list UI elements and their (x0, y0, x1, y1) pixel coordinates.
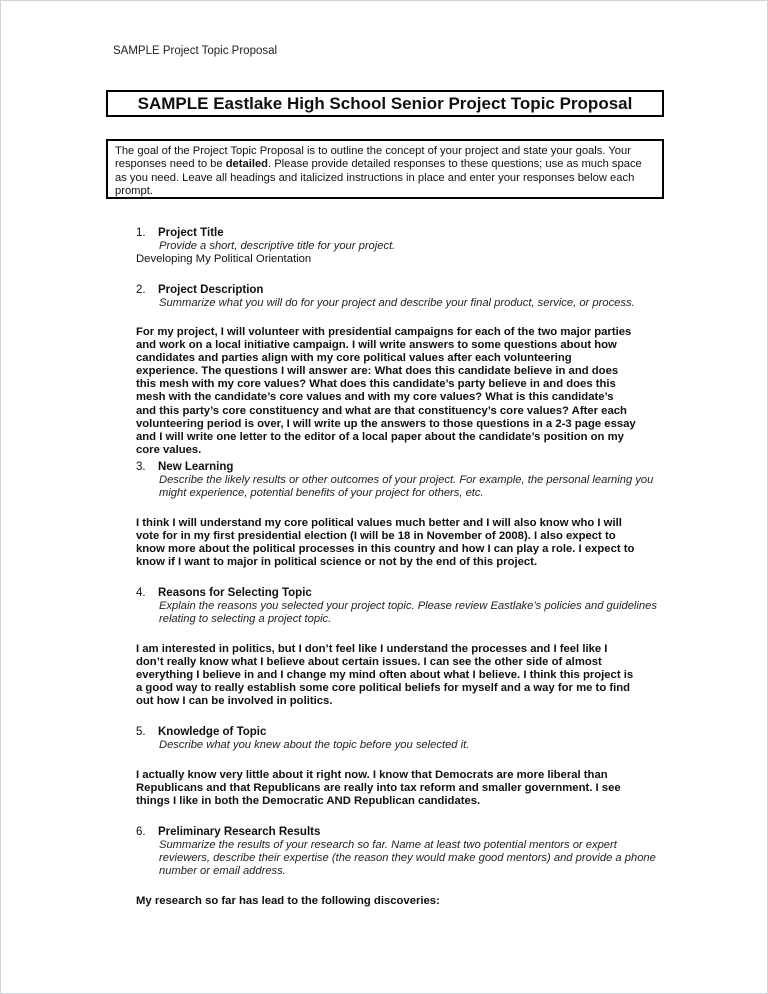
section-1-answer: Developing My Political Orientation (136, 253, 312, 265)
section-heading: Reasons for Selecting Topic (158, 587, 312, 599)
section-number: 6. (136, 826, 146, 838)
section-number: 4. (136, 587, 146, 599)
section-4-instruction: Explain the reasons you selected your project topic. Please review Eastlake’s policies and guidelines relating to selecting a project topic. (159, 600, 657, 625)
section-5-answer: I actually know very little about it right now. I know that Democrats are more liberal than Republicans and that Republicans are really into tax reform and smaller government. I see things I like in both the Democratic AND Republican candidates. (136, 769, 621, 808)
section-heading: New Learning (158, 461, 234, 473)
section-2-instruction: Summarize what you will do for your project and describe your final product, service, or process. (159, 297, 635, 309)
section-1-instruction: Provide a short, descriptive title for your project. (159, 240, 396, 252)
header-note: SAMPLE Project Topic Proposal (113, 45, 278, 57)
section-1-heading-row (136, 227, 224, 240)
section-6-instruction: Summarize the results of your research so far. Name at least two potential mentors or expert reviewers, describe their expertise (the reason they would make good mentors) and provide a phone number or email address. (159, 839, 656, 877)
section-heading: Preliminary Research Results (158, 826, 321, 838)
section-6-heading-row (136, 826, 320, 839)
section-number: 1. (136, 227, 146, 239)
section-2-heading-row (136, 284, 263, 297)
section-4-answer: I am interested in politics, but I don’t feel like I understand the processes and I feel like I don’t really know what I believe about certain issues. I can see the other side of almost everything I believe in and I change my mind often about what I believe. I think this project is a good way to really establish some core political beliefs for myself and a way for me to find out how I can be involved in politics. (136, 643, 634, 708)
intro-box (106, 139, 664, 199)
title-box (106, 90, 664, 117)
section-heading: Knowledge of Topic (158, 726, 267, 738)
intro-text-1: The goal of the Project Topic Proposal is to outline the concept of your project and state your goals. Your responses need to be (115, 145, 631, 171)
section-3-instruction: Describe the likely results or other outcomes of your project. For example, the personal learning you might experience, potential benefits of your project for others, etc. (159, 474, 654, 499)
section-number: 5. (136, 726, 146, 738)
section-2-answer: For my project, I will volunteer with presidential campaigns for each of the two major parties and work on a local initiative campaign. I will write answers to some questions about how candidates and parties align with my core political values after each volunteering experience. The questions I will answer are: What does this candidate believe in and does this mesh with my core values? What does this candidate’s party believe in and does this mesh with the candidate’s core values and with my core values? What is this candidate’s and this party’s core constituency and what are that constituency’s core values? After each volunteering period is over, I will write up the answers to those questions in a 2-3 page essay and I will write one letter to the editor of a local paper about the candidate’s position on my core values. (136, 326, 636, 456)
section-6-answer: My research so far has lead to the following discoveries: (136, 895, 440, 907)
intro-text-2: . Please provide detailed responses to these questions; use as much space as you need. Leave all headings and italicized instructions in place and enter your responses below each prompt. (115, 158, 642, 198)
section-4-heading-row (136, 587, 312, 600)
section-5-instruction: Describe what you knew about the topic before you selected it. (159, 739, 470, 751)
section-heading: Project Title (158, 227, 224, 239)
section-number: 3. (136, 461, 146, 473)
page-title: SAMPLE Eastlake High School Senior Project Topic Proposal (137, 93, 633, 113)
section-3-answer: I think I will understand my core political values much better and I will also know who I will vote for in my first presidential election (I will be 18 in November of 2008). I also expect to know more about the political processes in this country and how I can play a role. I expect to know if I want to major in political science or not by the end of this project. (136, 517, 635, 569)
section-heading: Project Description (158, 284, 264, 296)
section-5-heading-row (136, 726, 266, 739)
section-3-heading-row (136, 461, 233, 474)
section-number: 2. (136, 284, 146, 296)
intro-emphasis: detailed (225, 158, 268, 171)
